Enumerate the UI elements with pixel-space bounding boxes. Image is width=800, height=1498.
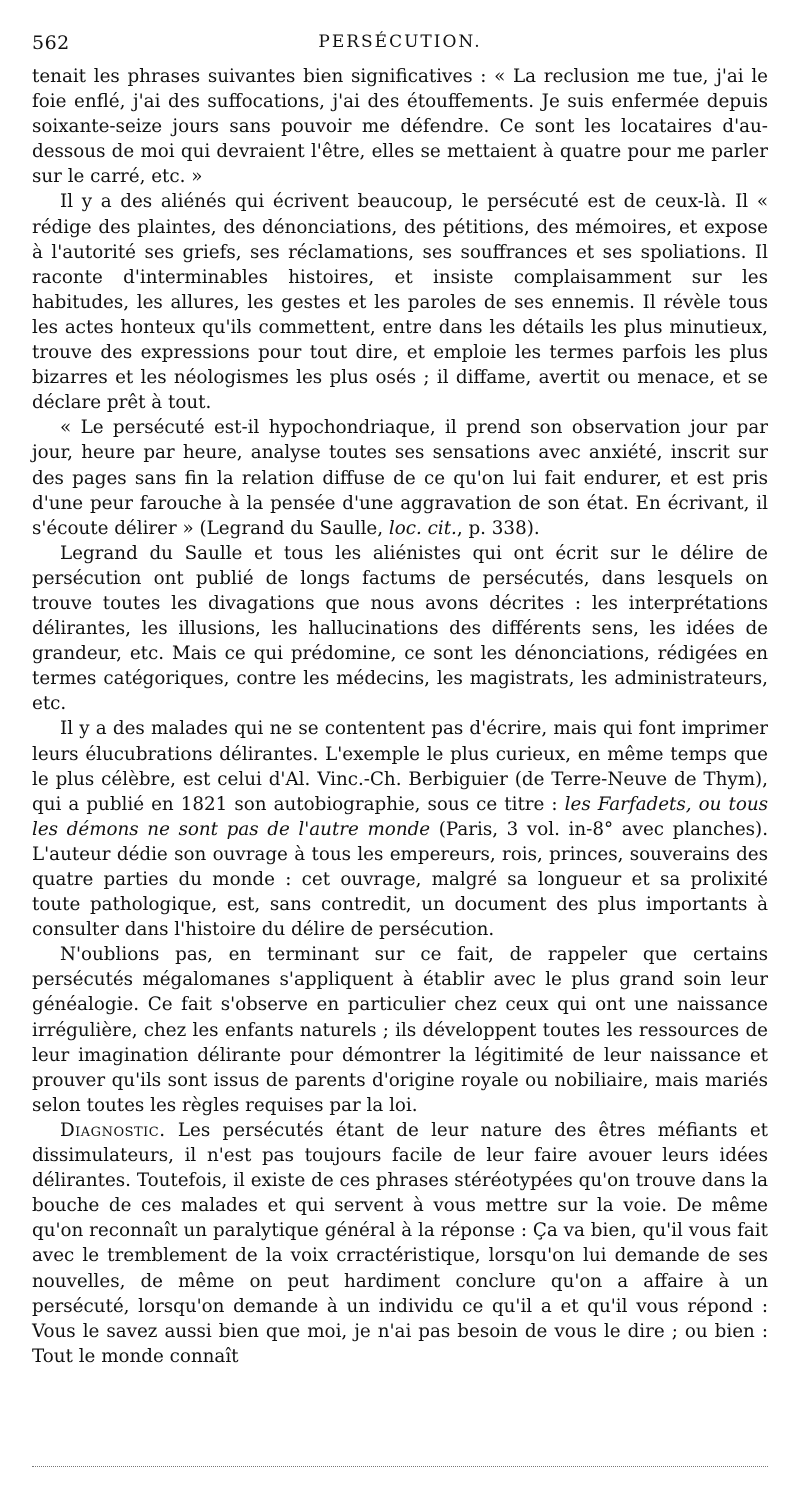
paragraph-diagnostic [32,1118,768,1369]
citation-italic: loc. cit. [388,517,457,539]
paragraph-text: N'oublions pas, en terminant sur ce fait, de rappeler que certains persécutés mégalomanes s'appliquent à établir avec le plus grand soin leur généalogie. Ce fait s'observe en particulier chez ceux qui ont une naissance irrégulière, chez les enfants naturels ; ils développent toutes les ressources de leur imagination délirante pour démontrer la légitimité de leur naissance et prouver qu'ils sont issus de parents d'origine royale ou nobiliaire, mais mariés selon toutes les règles requises par la loi. [32,944,768,1116]
paragraph-text: , p. 338). [456,517,540,539]
paragraph-hypochondriac [32,415,768,540]
footer-dotted-rule [32,1466,768,1467]
paragraph-text: Il y a des malades qui ne se contentent pas d'écrire, mais qui font imprimer leurs élucubrations délirantes. L'exemple le plus curieux, en même temps que le plus célèbre, est celui d'Al. Vinc.-Ch. Berbiguier (de Terre-Neuve de Thym), qui a publié en 1821 son autobiographie, sous ce titre : [32,718,768,815]
paragraph-text: Legrand du Saulle et tous les aliénistes qui ont écrit sur le délire de persécution ont publié de longs factums de persécutés, dans lesquels on trouve toutes les divagations que nous avons décrites : les interprétations délirantes, les illusions, les hallucinations des différents sens, les idées de grandeur, etc. Mais ce qui prédomine, ce sont les dénonciations, rédigées en termes catégoriques, contre les médecins, les magistrats, les administrateurs, etc. [32,542,768,715]
section-heading-diagnostic: Diagnostic. [60,1119,166,1141]
paragraph-text: (Paris, 3 vol. in-8° avec planches). L'auteur dédie son ouvrage à tous les empereurs, rois, princes, souverains des quatre parties du monde : cet ouvrage, malgré sa longueur et sa prolixité toute pathologique, est, sans contredit, un document des plus importants à consulter dans l'histoire du délire de persécution. [32,818,769,941]
paragraph-text: Les persécutés étant de leur nature des êtres méfiants et dissimulateurs, il n'est pas toujours facile de leur faire avouer leurs idées délirantes. Toutefois, il existe de ces phrases stéréotypées qu'on trouve dans la bouche de ces malades et qui servent à vous mettre sur la voie. De même qu'on reconnaît un paralytique général à la réponse : Ça va bien, qu'il vous fait avec le tremblement de la voix crractéristique, lorsqu'on lui demande de ses nouvelles, de même on peut hardiment conclure qu'on a affaire à un persécuté, lorsqu'on demande à un individu ce qu'il a et qu'il vous répond : Vous le savez aussi bien que moi, je n'ai pas besoin de vous le dire ; ou bien : Tout le monde connaît [32,1119,768,1367]
body-text [32,64,768,1369]
paragraph-text: Il y a des aliénés qui écrivent beaucoup, le persécuté est de ceux-là. Il « rédige des plaintes, des dénonciations, des pétitions, des mémoires, et expose à l'autorité ses griefs, ses réclamations, ses souffrances et ses spoliations. Il raconte d'interminables histoires, et insiste complaisamment sur les habitudes, les allures, les gestes et les paroles de ses ennemis. Il révèle tous les actes honteux qu'ils commettent, entre dans les détails les plus minutieux, trouve des expressions pour tout dire, et emploie les termes parfois les plus bizarres et les néologismes les plus osés ; il diffame, avertit ou menace, et se déclare prêt à tout. [32,191,768,414]
book-title-italic: les Farfadets, ou tous les démons ne sont pas de l'autre monde [32,793,768,840]
paragraph-text: « Le persécuté est-il hypochondriaque, il prend son observation jour par jour, heure par heure, analyse toutes ses sensations avec anxiété, inscrit sur des pages sans fin la relation diffuse de ce qu'on lui fait endurer, et est pris d'une peur farouche à la pensée d'une aggravation de son état. En écrivant, il s'écoute délirer » (Legrand du Saulle, [32,417,768,539]
paragraph-writing-alienated [32,189,768,415]
book-page [32,28,768,1369]
paragraph-genealogy [32,942,768,1118]
paragraph-quote-continuation [32,64,768,189]
running-header [32,28,768,64]
paragraph-text: tenait les phrases suivantes bien significatives : « La reclusion me tue, j'ai le foie enflé, j'ai des suffocations, j'ai des étouffements. Je suis enfermée depuis soixante-seize jours sans pouvoir me défendre. Ce sont les locataires d'au-dessous de moi qui devraient l'être, elles se mettaient à quatre pour me parler sur le carré, etc. » [32,66,768,188]
paragraph-legrand [32,541,768,717]
paragraph-berbiguier [32,716,768,942]
running-title: PERSÉCUTION. [318,32,482,52]
page-number: 562 [32,32,70,54]
